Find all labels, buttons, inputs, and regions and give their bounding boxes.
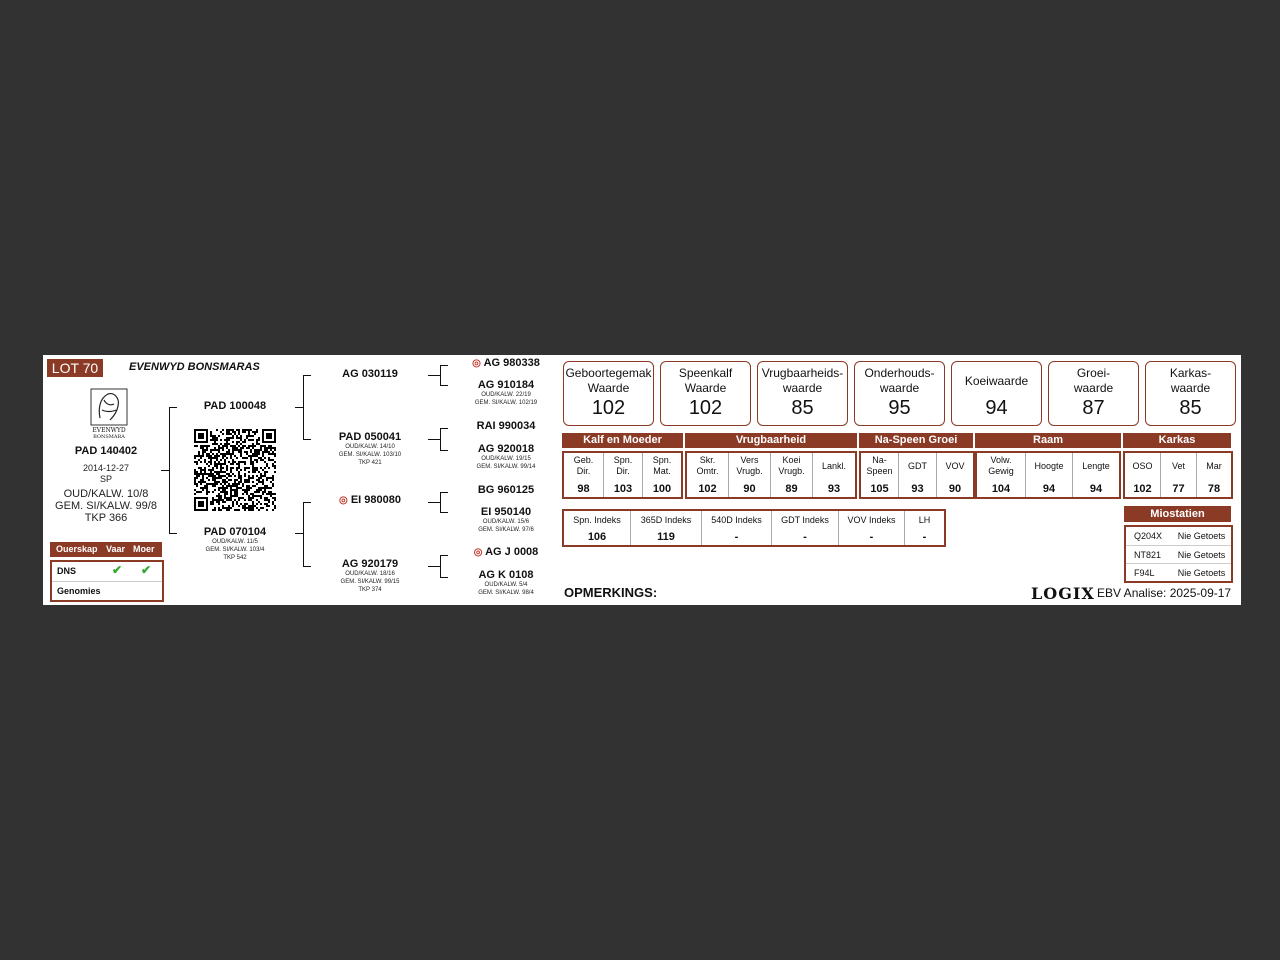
ownership-row-genomies (52, 581, 162, 600)
ebv-cell (861, 453, 898, 497)
ebv-value: 94 (1042, 483, 1056, 495)
pedigree-sub: TKP 542 (223, 555, 247, 561)
summary-value: 94 (985, 397, 1008, 419)
ebv-label: Koei (782, 455, 801, 465)
lot-card (43, 355, 1241, 605)
ebv-label: Gewig (988, 466, 1014, 476)
lot-number: LOT 70 (47, 359, 103, 377)
summary-label: waarde (1170, 381, 1211, 395)
ebv-label: Vrugb. (778, 466, 805, 476)
qr-code-icon (194, 429, 276, 511)
pedigree-sub: GEM. SI/KALW. 103/10 (338, 452, 402, 458)
index-label: Spn. Indeks (573, 515, 621, 525)
ebv-label: Na- (872, 455, 887, 465)
index-cell (839, 511, 904, 545)
myostatin-row (1126, 545, 1231, 564)
pedigree-ddd (456, 569, 556, 597)
index-cell (702, 511, 771, 545)
ebv-value: 98 (577, 483, 590, 495)
ebv-value: 93 (827, 483, 841, 495)
ebv-cell (1026, 453, 1072, 497)
summary-value: 95 (888, 397, 911, 419)
summary-label: Waarde (587, 381, 630, 395)
pedigree-sub: TKP 421 (358, 460, 382, 466)
ebv-label: OSO (1132, 461, 1153, 471)
animal-tkp: TKP 366 (84, 512, 128, 524)
pedigree-sub: OUD/KALW. 22/19 (481, 392, 531, 398)
group-raam (975, 451, 1121, 499)
index-value: - (922, 531, 927, 543)
index-label: LH (918, 515, 931, 525)
pedigree-name: EI 950140 (480, 506, 532, 518)
pedigree-sub: OUD/KALW. 11/5 (212, 539, 258, 545)
summary-box (660, 361, 751, 426)
index-cell (905, 511, 944, 545)
pedigree-sdd (456, 443, 556, 471)
pedigree-sire (185, 400, 285, 412)
animal-id: PAD 140402 (74, 445, 138, 457)
summary-box (1145, 361, 1236, 426)
ebv-cell (1197, 453, 1231, 497)
pedigree-ssd (456, 379, 556, 407)
pedigree-name: PAD 070104 (203, 526, 267, 538)
pedigree-sub: OUD/KALW. 19/15 (481, 456, 531, 462)
myostatin-status: Nie Getoets (1177, 568, 1226, 578)
ebv-label: Vrugb. (736, 466, 763, 476)
ebv-cell (687, 453, 728, 497)
ebv-value: 105 (870, 483, 889, 495)
myostatin-row (1126, 563, 1231, 582)
ebv-cell (771, 453, 812, 497)
summary-box (854, 361, 945, 426)
ebv-value: 94 (1089, 483, 1103, 495)
ebv-value: 100 (652, 483, 672, 495)
index-label: 365D Indeks (640, 515, 692, 525)
pedigree-sd (320, 431, 420, 467)
ebv-cell (1161, 453, 1196, 497)
group-header-vrugbaarheid: Vrugbaarheid (685, 433, 857, 448)
pedigree-name: AG 980338 (483, 357, 540, 369)
ownership-col-label: Ouerskap (56, 544, 98, 554)
ebv-cell (564, 453, 603, 497)
summary-label: waarde (879, 381, 920, 395)
ebv-value: 93 (911, 483, 924, 495)
index-value: - (869, 531, 874, 543)
group-na-speen-groei (859, 451, 975, 499)
qr-code[interactable] (194, 429, 276, 511)
summary-box (563, 361, 654, 426)
index-value: 119 (657, 531, 675, 543)
ebv-label: Vet (1171, 461, 1185, 471)
pedigree-name: PAD 100048 (203, 400, 267, 412)
farm-logo (90, 388, 128, 438)
ebv-value: 104 (991, 483, 1011, 495)
myostatin-status: Nie Getoets (1177, 531, 1226, 541)
ebv-cell (604, 453, 642, 497)
ebv-label: Dir. (576, 466, 591, 476)
ebv-value: 102 (698, 483, 717, 495)
index-label: 540D Indeks (711, 515, 762, 525)
ebv-value: 90 (948, 483, 962, 495)
summary-label: Waarde (684, 381, 727, 395)
ownership-row-label: DNS (57, 566, 77, 576)
ebv-cell (977, 453, 1025, 497)
animal-oud-kalw: OUD/KALW. 10/8 (63, 488, 149, 500)
pedigree-sub: OUD/KALW. 15/6 (482, 519, 530, 525)
ebv-label: Vers (740, 455, 759, 465)
pedigree-dds (456, 546, 556, 558)
pedigree-dss (456, 484, 556, 496)
ebv-label: VOV (945, 461, 965, 471)
pedigree-dsd (456, 506, 556, 534)
target-icon: ◎ (472, 358, 481, 369)
summary-label: waarde (782, 381, 823, 395)
ebv-value: 78 (1207, 483, 1221, 495)
pedigree-sub: GEM. SI/KALW. 98/4 (478, 590, 534, 596)
index-cell (772, 511, 838, 545)
pedigree-name: AG J 0008 (485, 546, 539, 558)
ebv-label: Geb. (573, 455, 594, 465)
index-cell (564, 511, 630, 545)
summary-value: 102 (591, 397, 626, 419)
summary-label: Geboortegemak (565, 366, 652, 380)
ebv-label: Speen (866, 466, 893, 476)
index-value: - (734, 531, 739, 543)
pedigree-name: AG 920179 (341, 558, 399, 570)
ownership-row-label: Genomies (57, 586, 101, 596)
target-icon: ◎ (339, 495, 348, 506)
myostatin-table (1124, 525, 1233, 583)
ebv-label: Lankl. (821, 461, 847, 471)
group-karkas (1123, 451, 1233, 499)
ebv-label: Skr. (699, 455, 716, 465)
animal-gem-kalw: GEM. SI/KALW. 99/8 (55, 500, 157, 512)
ebv-value: 77 (1172, 483, 1185, 495)
group-header-na-speen-groei: Na-Speen Groei (859, 433, 973, 448)
pedigree-sub: GEM. SI/KALW. 99/14 (476, 464, 536, 470)
ownership-col-moer: Moer (133, 544, 155, 554)
summary-value: 85 (1179, 397, 1202, 419)
ebv-cell (729, 453, 770, 497)
index-value: - (803, 531, 807, 543)
myostatin-gene: F94L (1134, 568, 1155, 578)
ownership-col-vaar: Vaar (106, 544, 126, 554)
ebv-label: Spn. (652, 455, 672, 465)
summary-value: 85 (791, 397, 814, 419)
pedigree-sub: TKP 374 (358, 587, 382, 593)
pedigree-sub: GEM. SI/KALW. 99/15 (340, 579, 400, 585)
ebv-label: Mar (1206, 461, 1222, 471)
pedigree-sub: GEM. SI/KALW. 97/6 (478, 527, 534, 533)
ebv-label: Lengte (1082, 461, 1110, 471)
farm-name: EVENWYD BONSMARAS (129, 361, 260, 373)
pedigree-ds (320, 494, 420, 506)
logo-line2: BONSMARA (93, 434, 125, 440)
pedigree-name: AG K 0108 (478, 569, 534, 581)
myostatin-gene: NT821 (1134, 550, 1162, 560)
ebv-value: 102 (1133, 483, 1152, 495)
ownership-table (50, 560, 164, 602)
ownership-header (50, 542, 162, 557)
summary-label: Vrugbaarheids- (761, 366, 844, 380)
target-icon: ◎ (473, 547, 483, 558)
ebv-cell (643, 453, 681, 497)
group-header-raam: Raam (975, 433, 1121, 448)
index-label: VOV Indeks (847, 515, 896, 525)
pedigree-name: PAD 050041 (338, 431, 402, 443)
index-label: GDT Indeks (781, 515, 829, 525)
ebv-label: Dir. (616, 466, 630, 476)
pedigree-sub: OUD/KALW. 5/4 (484, 582, 528, 588)
ebv-value: 103 (613, 483, 633, 495)
pedigree-sub: GEM. SI/KALW. 103/4 (205, 547, 265, 553)
pedigree-ss (320, 368, 420, 380)
ebv-cell (1073, 453, 1119, 497)
index-table (562, 509, 946, 547)
group-header-karkas: Karkas (1123, 433, 1231, 448)
ebv-value: 90 (743, 483, 756, 495)
summary-box (951, 361, 1042, 426)
animal-dob: 2014-12-27 (82, 463, 130, 473)
ebv-label: GDT (908, 461, 927, 471)
summary-value: 87 (1082, 397, 1105, 419)
pedigree-name: EI 980080 (350, 494, 401, 506)
ownership-row-dns (52, 562, 162, 580)
group-vrugbaarheid (685, 451, 857, 499)
pedigree-sub: GEM. SI/KALW. 102/19 (474, 400, 538, 406)
pedigree-sub: OUD/KALW. 18/16 (345, 571, 395, 577)
myostatin-header: Miostatien (1124, 506, 1231, 522)
ebv-cell (937, 453, 973, 497)
logix-logo: LOGIX (1031, 584, 1095, 603)
pedigree-name: AG 920018 (477, 443, 535, 455)
summary-box (1048, 361, 1139, 426)
group-header-kalf-moeder: Kalf en Moeder (562, 433, 683, 448)
summary-box (757, 361, 848, 426)
ebv-label: Omtr. (696, 466, 719, 476)
summary-label: Groei- (1076, 366, 1111, 380)
logo-line1: EVENWYD (92, 427, 126, 434)
index-cell (631, 511, 701, 545)
pedigree-dam (185, 526, 285, 562)
summary-label: Speenkalf (678, 366, 733, 380)
pedigree-dd (320, 558, 420, 594)
vaar-check-icon: ✔ (112, 563, 123, 577)
myostatin-gene: Q204X (1134, 531, 1163, 541)
ebv-cell (899, 453, 936, 497)
ebv-label: Spn. (613, 455, 633, 465)
ebv-label: Mat. (653, 466, 671, 476)
ebv-label: Hoogte (1034, 461, 1064, 471)
ebv-label: Volw. (990, 455, 1012, 465)
summary-label: Koeiwaarde (964, 374, 1029, 388)
pedigree-sub: OUD/KALW. 14/10 (345, 444, 395, 450)
pedigree-name: AG 030119 (342, 368, 398, 380)
summary-label: Karkas- (1169, 366, 1212, 380)
ebv-cell (813, 453, 855, 497)
summary-label: Onderhouds- (864, 366, 935, 380)
summary-value: 102 (688, 397, 723, 419)
pedigree-name: AG 910184 (477, 379, 535, 391)
animal-sex: SP (99, 474, 112, 484)
pedigree-name: BG 960125 (477, 484, 535, 496)
bull-logo-icon (90, 388, 128, 428)
pedigree-sss (456, 357, 556, 369)
myostatin-row (1126, 527, 1231, 545)
ebv-value: 89 (785, 483, 798, 495)
remarks-label: OPMERKINGS: (564, 585, 658, 600)
pedigree-sds (456, 420, 556, 432)
summary-label: waarde (1073, 381, 1114, 395)
ebv-cell (1125, 453, 1160, 497)
ebv-analysis-date: EBV Analise: 2025-09-17 (1097, 586, 1232, 600)
myostatin-status: Nie Getoets (1177, 550, 1226, 560)
moer-check-icon: ✔ (141, 563, 152, 577)
index-value: 106 (587, 531, 607, 543)
group-kalf-moeder (562, 451, 683, 499)
pedigree-name: RAI 990034 (476, 420, 536, 432)
